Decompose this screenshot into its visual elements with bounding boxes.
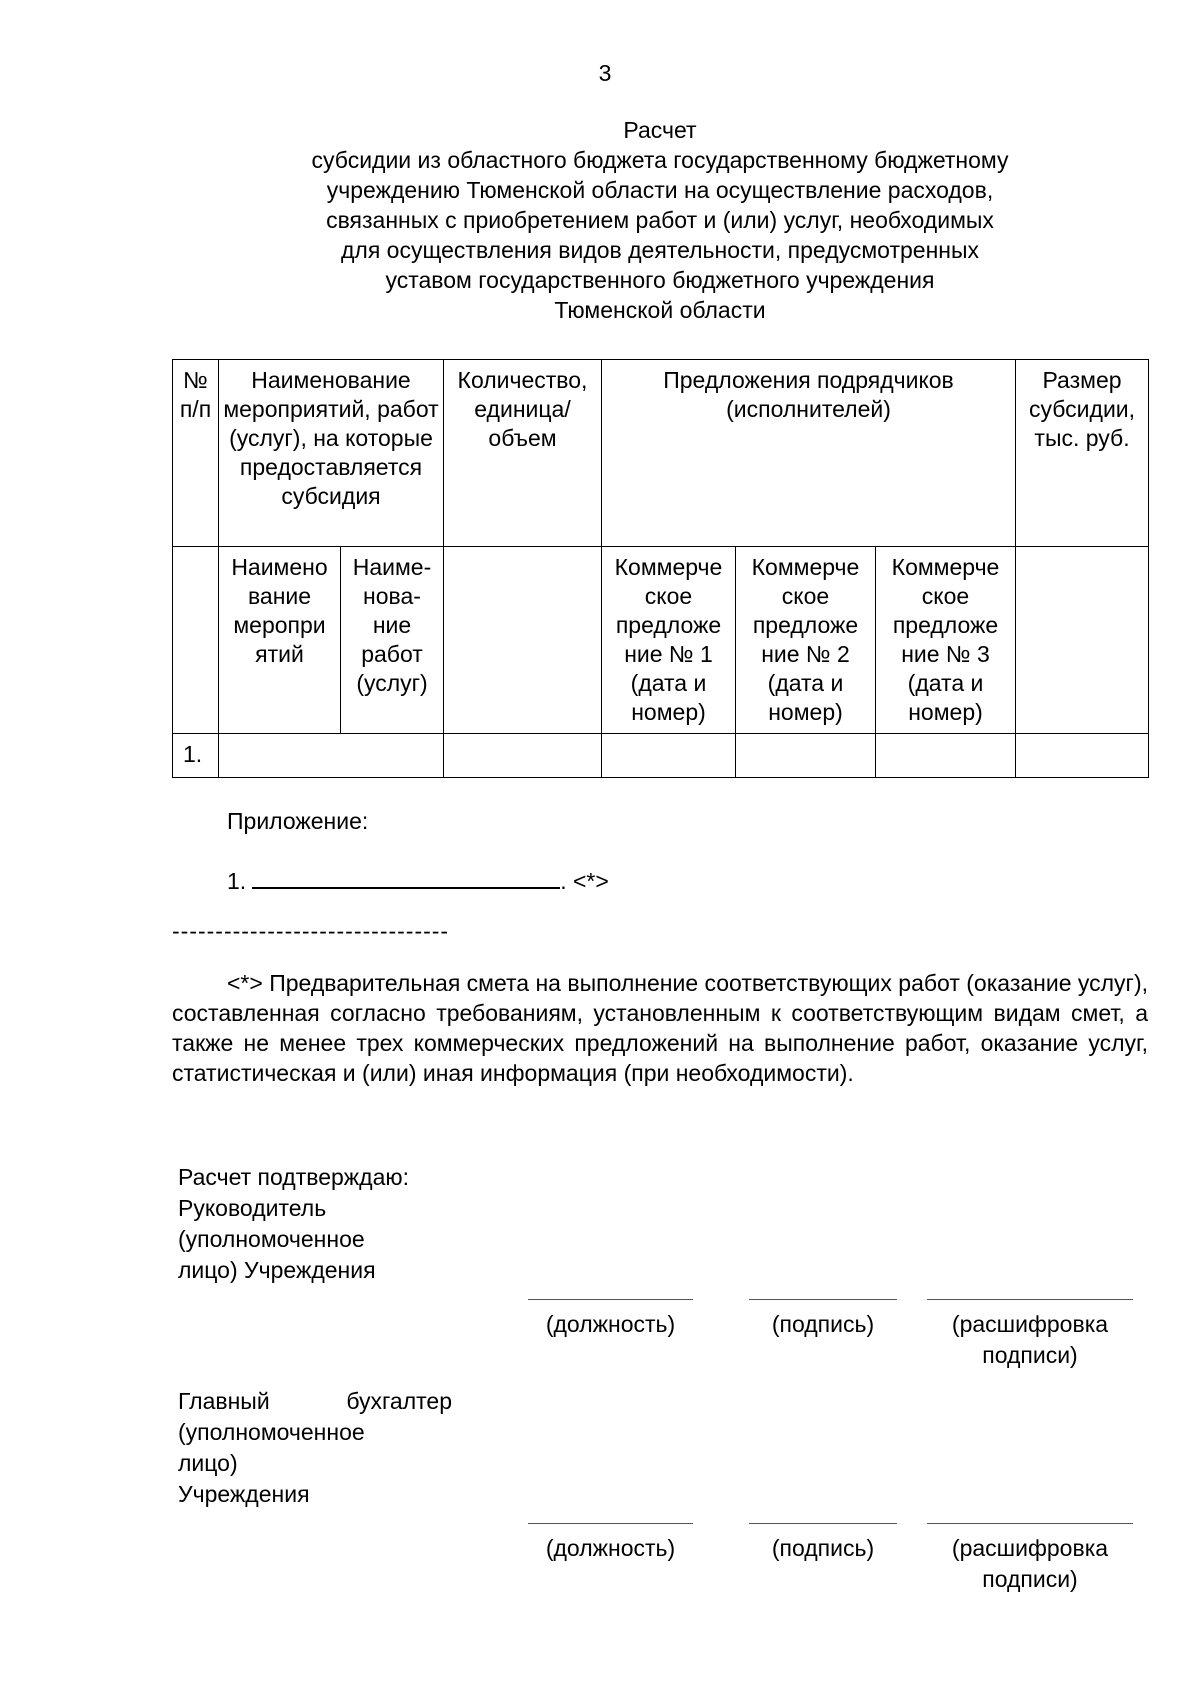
title-line: связанных с приобретением работ и (или) услуг, необходимых <box>326 207 994 233</box>
signature-line[interactable] <box>749 1523 897 1524</box>
table-header-row <box>173 360 1149 547</box>
appendix-blank-field[interactable] <box>252 861 560 889</box>
document-title <box>160 115 1160 325</box>
signature-caption: (подпись) <box>771 1535 875 1561</box>
subheader-cell-empty <box>1016 547 1149 734</box>
row-cell-offer-3[interactable] <box>876 734 1016 778</box>
signature-label-line: Главный бухгалтер <box>178 1388 452 1414</box>
subheader-cell-offer-1: Коммерче ское предложе ние № 1 (дата и номер) <box>602 547 736 734</box>
subheader-cell-name-events: Наимено вание меропри ятий <box>219 547 341 734</box>
signature-label-line: (уполномоченное <box>178 1419 365 1445</box>
header-cell-qty: Количество, единица/ объем <box>444 360 602 547</box>
header-cell-num: № п/п <box>173 360 219 547</box>
appendix-item <box>227 861 609 896</box>
title-line: уставом государственного бюджетного учреждения <box>385 267 935 293</box>
appendix-item-number: 1. <box>227 868 247 894</box>
position-caption: (должность) <box>545 1535 676 1561</box>
signature-label-line: (уполномоченное <box>178 1226 365 1252</box>
row-cell-size[interactable] <box>1016 734 1149 778</box>
row-cell-offer-2[interactable] <box>736 734 876 778</box>
decode-signature-line[interactable] <box>927 1299 1133 1300</box>
row-cell-num: 1. <box>173 734 219 778</box>
decode-caption-line: подписи) <box>982 1342 1078 1368</box>
signature-label-line: Расчет подтверждаю: <box>178 1164 410 1190</box>
signature-line[interactable] <box>749 1299 897 1300</box>
decode-caption-line: (расшифровка <box>951 1535 1109 1561</box>
position-caption: (должность) <box>545 1311 676 1337</box>
footnote-text: <*> Предварительная смета на выполнение соответствующих работ (оказание услуг), составленная согласно требованиям, установленным к соответствующим видам смет, а также не менее трех коммерческих предложений на выполнение работ, оказание услуг, статистическая и (или) иная информация (при необходимости). <box>172 970 1148 1086</box>
row-cell-name[interactable] <box>219 734 444 778</box>
subheader-cell-empty <box>173 547 219 734</box>
appendix-item-suffix: . <*> <box>560 868 609 894</box>
decode-signature-line[interactable] <box>927 1523 1133 1524</box>
header-cell-size: Размер субсидии, тыс. руб. <box>1016 360 1149 547</box>
header-cell-offers: Предложения подрядчиков (исполнителей) <box>602 360 1016 547</box>
signature-caption: (подпись) <box>771 1311 875 1337</box>
title-line: субсидии из областного бюджета государственному бюджетному <box>311 147 1009 173</box>
row-cell-offer-1[interactable] <box>602 734 736 778</box>
subheader-cell-offer-2: Коммерче ское предложе ние № 2 (дата и номер) <box>736 547 876 734</box>
signature-label-line: лицо) Учреждения <box>178 1257 376 1283</box>
subheader-cell-empty <box>444 547 602 734</box>
subheader-cell-name-works: Наиме- нова- ние работ (услуг) <box>341 547 444 734</box>
header-cell-name: Наименование мероприятий, работ (услуг), на которые предоставляется субсидия <box>219 360 444 547</box>
decode-caption-line: (расшифровка <box>951 1311 1109 1337</box>
signature-label-line: Руководитель <box>178 1195 327 1221</box>
accountant-signature-label <box>178 1386 452 1510</box>
position-signature-line[interactable] <box>528 1523 693 1524</box>
subsidy-table <box>172 359 1149 778</box>
footnote-separator: -------------------------------- <box>172 918 450 944</box>
table-subheader-row <box>173 547 1149 734</box>
signature-label-line: лицо) <box>178 1450 238 1476</box>
title-line: учреждению Тюменской области на осуществление расходов, <box>326 177 994 203</box>
row-cell-qty[interactable] <box>444 734 602 778</box>
head-signature-label <box>178 1162 468 1286</box>
table-row <box>173 734 1149 778</box>
title-line: Тюменской области <box>554 297 766 323</box>
decode-caption-line: подписи) <box>982 1566 1078 1592</box>
title-line: для осуществления видов деятельности, предусмотренных <box>340 237 980 263</box>
appendix-label: Приложение: <box>227 808 369 834</box>
signature-label-line: Учреждения <box>178 1481 310 1507</box>
position-signature-line[interactable] <box>528 1299 693 1300</box>
decode-caption <box>920 1309 1140 1371</box>
page-number: 3 <box>598 60 612 86</box>
decode-caption <box>920 1533 1140 1595</box>
title-line: Расчет <box>623 117 697 143</box>
subheader-cell-offer-3: Коммерче ское предложе ние № 3 (дата и номер) <box>876 547 1016 734</box>
